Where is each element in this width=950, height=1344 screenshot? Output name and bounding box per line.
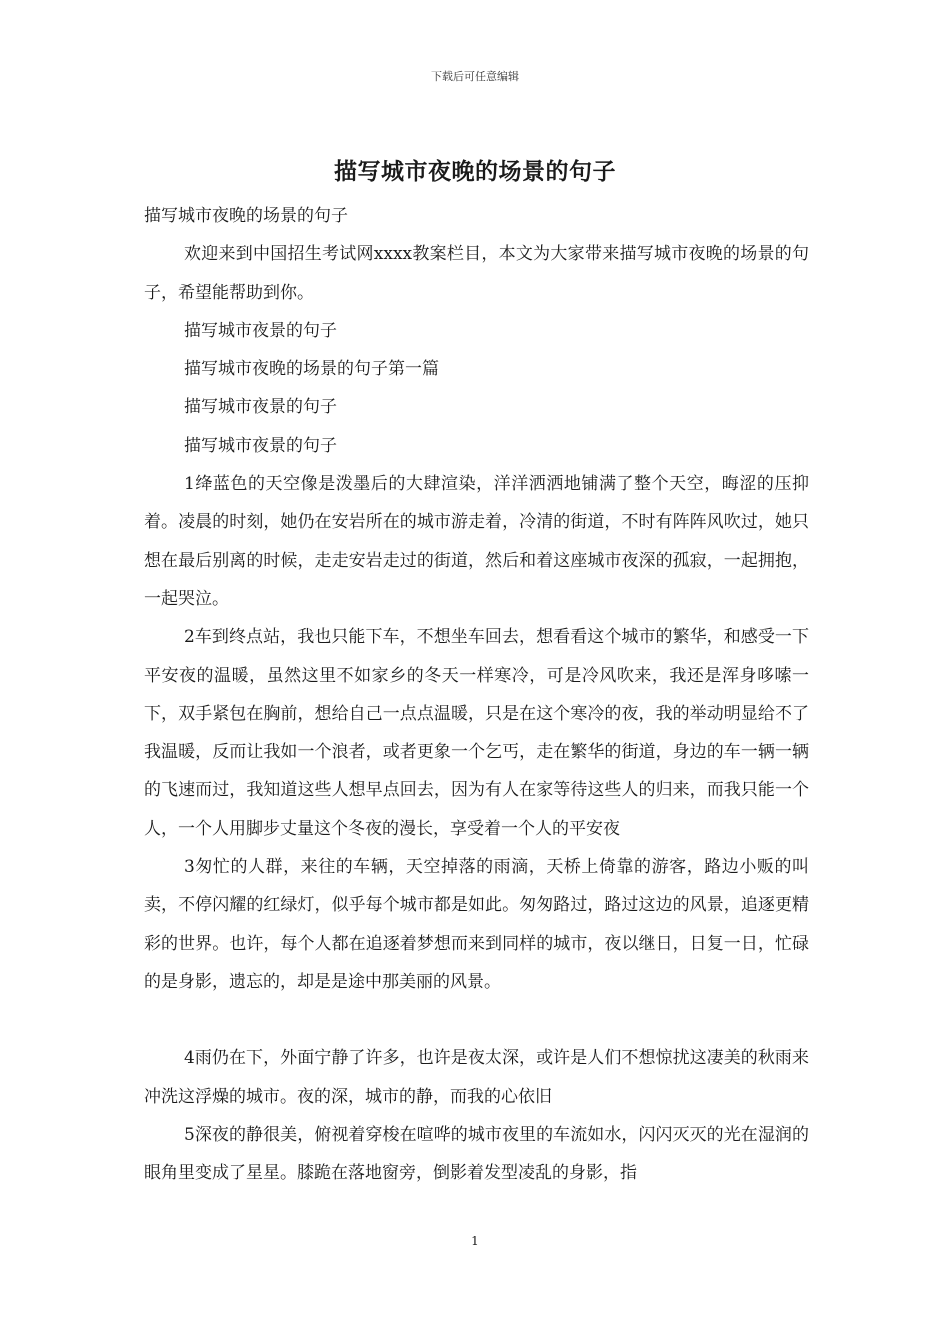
body-paragraph: 3匆忙的人群，来往的车辆，天空掉落的雨滴，天桥上倚靠的游客，路边小贩的叫卖，不停闪耀的红绿灯，似乎每个城市都是如此。匆匆路过，路过这边的风景，追逐更精彩的世界。也许，每个人都在追逐着梦想而来到同样的城市，夜以继日，日复一日，忙碌的是身影，遗忘的，却是是途中那美丽的风景。 <box>144 857 809 992</box>
header-note: 下载后可任意编辑 <box>431 70 519 83</box>
section-heading: 描写城市夜景的句子 <box>184 320 337 341</box>
body-paragraph: 5深夜的静很美，俯视着穿梭在喧哗的城市夜里的车流如水，闪闪灭灭的光在湿润的眼角里变成了星星。膝跪在落地窗旁，倒影着发型凌乱的身影，指 <box>144 1124 809 1184</box>
document-body <box>144 197 809 1192</box>
section-heading: 描写城市夜晚的场景的句子第一篇 <box>184 359 439 380</box>
section-heading: 描写城市夜景的句子 <box>184 435 337 456</box>
section-heading: 描写城市夜景的句子 <box>184 397 337 418</box>
body-paragraph: 1绛蓝色的天空像是泼墨后的大肆渲染，洋洋洒洒地铺满了整个天空，晦涩的压抑着。凌晨的时刻，她仍在安岩所在的城市游走着，冷清的街道，不时有阵阵风吹过，她只想在最后别离的时候，走走安岩走过的街道，然后和着这座城市夜深的孤寂，一起拥抱，一起哭泣。 <box>144 474 809 609</box>
page-number: 1 <box>471 1234 479 1248</box>
body-paragraph: 2车到终点站，我也只能下车，不想坐车回去，想看看这个城市的繁华，和感受一下平安夜的温暖，虽然这里不如家乡的冬天一样寒冷，可是冷风吹来，我还是浑身哆嗦一下，双手紧包在胸前，想给自己一点点温暖，只是在这个寒冷的夜，我的举动明显给不了我温暖，反而让我如一个浪者，或者更象一个乞丐，走在繁华的街道，身边的车一辆一辆的飞速而过，我知道这些人想早点回去，因为有人在家等待这些人的归来，而我只能一个人，一个人用脚步丈量这个冬夜的漫长，享受着一个人的平安夜 <box>144 627 809 839</box>
intro-paragraph: 欢迎来到中国招生考试网xxxx教案栏目，本文为大家带来描写城市夜晚的场景的句子，希望能帮助到你。 <box>144 244 809 303</box>
body-paragraph: 4雨仍在下，外面宁静了许多，也许是夜太深，或许是人们不想惊扰这凄美的秋雨来冲洗这浮燥的城市。夜的深，城市的静，而我的心依旧 <box>144 1048 809 1107</box>
document-title: 描写城市夜晚的场景的句子 <box>334 158 616 185</box>
subtitle-line: 描写城市夜晚的场景的句子 <box>144 206 348 226</box>
